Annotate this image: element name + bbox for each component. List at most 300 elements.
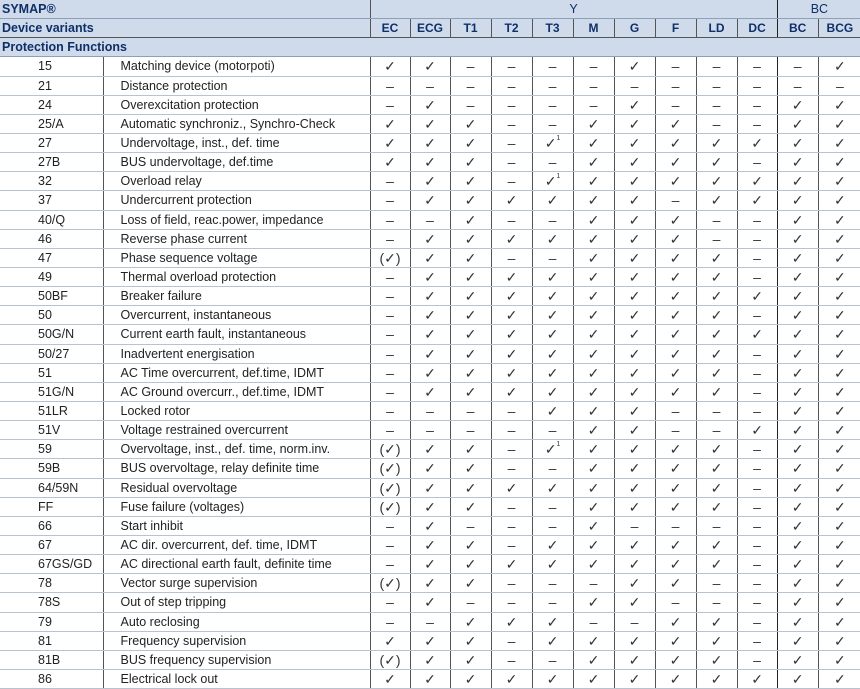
- variant-header-bc: BC: [777, 19, 818, 38]
- table-row: [0, 95, 860, 114]
- availability-cell: –: [370, 401, 410, 420]
- availability-cell: ✓: [655, 459, 696, 478]
- function-name: Automatic synchroniz., Synchro-Check: [103, 114, 370, 133]
- availability-cell: –: [491, 172, 532, 191]
- availability-cell: –: [737, 248, 777, 267]
- availability-cell: –: [532, 650, 573, 669]
- availability-cell: –: [655, 191, 696, 210]
- availability-cell: –: [655, 95, 696, 114]
- availability-cell: ✓$^1$: [532, 133, 573, 152]
- availability-cell: –: [491, 421, 532, 440]
- availability-cell: ✓: [573, 497, 614, 516]
- availability-cell: –: [737, 401, 777, 420]
- availability-cell: –: [737, 76, 777, 95]
- availability-cell: ✓: [573, 114, 614, 133]
- availability-cell: ✓: [818, 287, 860, 306]
- availability-cell: –: [491, 650, 532, 669]
- availability-cell: ✓: [532, 191, 573, 210]
- availability-cell: ✓: [777, 593, 818, 612]
- availability-cell: ✓: [696, 497, 737, 516]
- table-row: [0, 497, 860, 516]
- function-code: 59: [0, 440, 103, 459]
- table-row: [0, 650, 860, 669]
- function-code: 79: [0, 612, 103, 631]
- availability-cell: ✓: [777, 95, 818, 114]
- availability-cell: –: [818, 76, 860, 95]
- availability-cell: ✓: [450, 210, 491, 229]
- availability-cell: ✓: [818, 516, 860, 535]
- availability-cell: ✓: [696, 440, 737, 459]
- availability-cell: –: [737, 440, 777, 459]
- availability-cell: ✓: [614, 57, 655, 76]
- availability-cell: (✓): [370, 248, 410, 267]
- availability-cell: –: [573, 612, 614, 631]
- function-code: 81: [0, 631, 103, 650]
- availability-cell: ✓: [450, 612, 491, 631]
- availability-cell: ✓: [777, 363, 818, 382]
- availability-cell: ✓: [655, 574, 696, 593]
- availability-cell: ✓: [777, 153, 818, 172]
- availability-cell: –: [491, 153, 532, 172]
- availability-cell: ✓: [573, 153, 614, 172]
- availability-cell: ✓: [410, 555, 450, 574]
- table-row: [0, 401, 860, 420]
- availability-cell: ✓: [573, 421, 614, 440]
- availability-cell: (✓): [370, 497, 410, 516]
- function-code: 78S: [0, 593, 103, 612]
- availability-cell: –: [737, 574, 777, 593]
- table-row: [0, 382, 860, 401]
- table-row: [0, 344, 860, 363]
- availability-cell: –: [532, 248, 573, 267]
- function-code: 50/27: [0, 344, 103, 363]
- availability-cell: ✓: [696, 555, 737, 574]
- availability-cell: ✓: [655, 133, 696, 152]
- function-code: FF: [0, 497, 103, 516]
- availability-cell: ✓: [696, 650, 737, 669]
- availability-cell: –: [370, 172, 410, 191]
- function-code: 66: [0, 516, 103, 535]
- availability-cell: ✓: [614, 248, 655, 267]
- table-row: [0, 574, 860, 593]
- availability-cell: ✓: [818, 306, 860, 325]
- availability-cell: –: [696, 593, 737, 612]
- availability-cell: –: [532, 210, 573, 229]
- availability-cell: ✓: [655, 650, 696, 669]
- availability-cell: ✓: [532, 229, 573, 248]
- availability-cell: ✓: [573, 191, 614, 210]
- availability-cell: ✓: [532, 555, 573, 574]
- availability-cell: –: [410, 401, 450, 420]
- availability-cell: –: [410, 612, 450, 631]
- availability-cell: ✓: [696, 191, 737, 210]
- table-row: [0, 363, 860, 382]
- availability-cell: ✓: [818, 574, 860, 593]
- availability-cell: –: [370, 593, 410, 612]
- availability-cell: –: [532, 95, 573, 114]
- availability-cell: ✓: [614, 229, 655, 248]
- availability-cell: ✓: [614, 363, 655, 382]
- availability-cell: ✓: [777, 555, 818, 574]
- availability-cell: ✓: [532, 612, 573, 631]
- availability-cell: –: [370, 612, 410, 631]
- availability-cell: ✓: [450, 363, 491, 382]
- availability-cell: –: [491, 133, 532, 152]
- availability-cell: –: [370, 210, 410, 229]
- function-name: BUS overvoltage, relay definite time: [103, 459, 370, 478]
- availability-cell: ✓: [696, 306, 737, 325]
- table-row: [0, 516, 860, 535]
- availability-cell: ✓: [655, 631, 696, 650]
- availability-cell: ✓: [818, 191, 860, 210]
- availability-cell: –: [737, 459, 777, 478]
- availability-cell: ✓: [614, 267, 655, 286]
- function-code: 50BF: [0, 287, 103, 306]
- availability-cell: –: [696, 210, 737, 229]
- availability-cell: ✓: [410, 631, 450, 650]
- availability-cell: –: [491, 57, 532, 76]
- availability-cell: ✓: [655, 440, 696, 459]
- availability-cell: ✓: [696, 344, 737, 363]
- availability-cell: –: [696, 516, 737, 535]
- function-name: Auto reclosing: [103, 612, 370, 631]
- availability-cell: ✓: [614, 478, 655, 497]
- function-code: 86: [0, 669, 103, 688]
- availability-cell: –: [491, 459, 532, 478]
- availability-cell: –: [370, 421, 410, 440]
- availability-cell: –: [655, 516, 696, 535]
- availability-cell: –: [491, 401, 532, 420]
- availability-cell: –: [370, 325, 410, 344]
- table-row: [0, 153, 860, 172]
- availability-cell: ✓: [614, 172, 655, 191]
- variant-header-f: F: [655, 19, 696, 38]
- availability-cell: ✓: [491, 555, 532, 574]
- function-name: Breaker failure: [103, 287, 370, 306]
- availability-cell: ✓: [410, 440, 450, 459]
- availability-cell: ✓: [614, 497, 655, 516]
- availability-cell: –: [532, 593, 573, 612]
- availability-cell: –: [737, 267, 777, 286]
- availability-cell: ✓: [410, 57, 450, 76]
- availability-cell: –: [614, 76, 655, 95]
- availability-cell: ✓: [573, 344, 614, 363]
- availability-cell: ✓: [450, 535, 491, 554]
- table-row: [0, 76, 860, 95]
- availability-cell: ✓: [696, 669, 737, 688]
- availability-cell: ✓: [777, 669, 818, 688]
- variant-header-t3: T3: [532, 19, 573, 38]
- table-row: [0, 421, 860, 440]
- availability-cell: ✓: [777, 631, 818, 650]
- availability-cell: ✓: [450, 114, 491, 133]
- availability-cell: ✓: [370, 153, 410, 172]
- availability-cell: ✓: [614, 344, 655, 363]
- table-row: [0, 57, 860, 76]
- variant-header-bcg: BCG: [818, 19, 860, 38]
- function-code: 27B: [0, 153, 103, 172]
- availability-cell: ✓: [818, 133, 860, 152]
- function-code: 21: [0, 76, 103, 95]
- availability-cell: ✓: [696, 631, 737, 650]
- availability-cell: –: [573, 574, 614, 593]
- variant-header-t2: T2: [491, 19, 532, 38]
- availability-cell: ✓: [573, 248, 614, 267]
- availability-cell: ✓: [818, 229, 860, 248]
- availability-cell: (✓): [370, 650, 410, 669]
- function-code: 24: [0, 95, 103, 114]
- availability-cell: ✓: [818, 612, 860, 631]
- availability-cell: ✓: [573, 535, 614, 554]
- function-name: Current earth fault, instantaneous: [103, 325, 370, 344]
- availability-cell: –: [491, 574, 532, 593]
- availability-cell: (✓): [370, 574, 410, 593]
- device-variants-label: Device variants: [0, 19, 370, 38]
- availability-cell: (✓): [370, 478, 410, 497]
- function-name: BUS undervoltage, def.time: [103, 153, 370, 172]
- availability-cell: –: [573, 95, 614, 114]
- availability-cell: –: [370, 382, 410, 401]
- availability-cell: ✓: [777, 401, 818, 420]
- availability-cell: ✓: [491, 306, 532, 325]
- availability-cell: ✓: [737, 421, 777, 440]
- availability-cell: –: [370, 95, 410, 114]
- availability-cell: ✓: [777, 287, 818, 306]
- availability-cell: –: [737, 593, 777, 612]
- table-row: [0, 191, 860, 210]
- availability-cell: –: [450, 76, 491, 95]
- availability-cell: ✓: [655, 248, 696, 267]
- table-row: [0, 267, 860, 286]
- availability-cell: ✓: [450, 325, 491, 344]
- availability-cell: –: [655, 421, 696, 440]
- function-code: 40/Q: [0, 210, 103, 229]
- availability-cell: ✓: [777, 382, 818, 401]
- availability-cell: –: [655, 593, 696, 612]
- availability-cell: –: [450, 593, 491, 612]
- availability-cell: ✓: [818, 478, 860, 497]
- availability-cell: –: [696, 76, 737, 95]
- availability-cell: –: [491, 76, 532, 95]
- availability-cell: ✓: [777, 191, 818, 210]
- availability-cell: ✓: [450, 440, 491, 459]
- availability-cell: ✓: [573, 593, 614, 612]
- availability-cell: ✓: [777, 421, 818, 440]
- function-name: Overvoltage, inst., def. time, norm.inv.: [103, 440, 370, 459]
- function-name: Start inhibit: [103, 516, 370, 535]
- availability-cell: ✓: [818, 401, 860, 420]
- availability-cell: ✓: [410, 229, 450, 248]
- availability-cell: –: [532, 57, 573, 76]
- availability-cell: –: [696, 95, 737, 114]
- availability-cell: –: [532, 421, 573, 440]
- group-header-row: [0, 0, 860, 19]
- availability-cell: ✓: [450, 267, 491, 286]
- product-title: SYMAP®: [0, 0, 370, 19]
- availability-cell: –: [737, 153, 777, 172]
- availability-cell: –: [410, 210, 450, 229]
- variant-header-ld: LD: [696, 19, 737, 38]
- availability-cell: ✓: [655, 535, 696, 554]
- availability-cell: –: [737, 229, 777, 248]
- function-code: 37: [0, 191, 103, 210]
- availability-cell: ✓: [777, 133, 818, 152]
- availability-cell: –: [450, 57, 491, 76]
- function-name: Reverse phase current: [103, 229, 370, 248]
- availability-cell: ✓: [450, 382, 491, 401]
- availability-cell: ✓: [655, 555, 696, 574]
- availability-cell: ✓: [410, 650, 450, 669]
- availability-cell: ✓: [777, 574, 818, 593]
- availability-cell: ✓: [573, 267, 614, 286]
- availability-cell: ✓: [450, 133, 491, 152]
- availability-cell: ✓: [450, 478, 491, 497]
- table-row: [0, 612, 860, 631]
- availability-cell: –: [450, 421, 491, 440]
- function-name: Fuse failure (voltages): [103, 497, 370, 516]
- availability-cell: –: [532, 114, 573, 133]
- availability-cell: –: [737, 363, 777, 382]
- availability-cell: –: [737, 631, 777, 650]
- availability-cell: ✓: [410, 267, 450, 286]
- availability-cell: –: [737, 612, 777, 631]
- availability-cell: ✓: [655, 172, 696, 191]
- availability-cell: –: [532, 574, 573, 593]
- table-row: [0, 478, 860, 497]
- availability-cell: ✓: [491, 478, 532, 497]
- availability-cell: –: [410, 421, 450, 440]
- availability-cell: –: [491, 210, 532, 229]
- availability-cell: ✓: [491, 669, 532, 688]
- availability-cell: ✓: [532, 287, 573, 306]
- function-code: 51LR: [0, 401, 103, 420]
- availability-cell: –: [370, 306, 410, 325]
- availability-cell: ✓: [532, 344, 573, 363]
- availability-cell: ✓: [696, 172, 737, 191]
- availability-cell: ✓: [696, 363, 737, 382]
- availability-cell: ✓: [370, 133, 410, 152]
- availability-cell: ✓: [614, 574, 655, 593]
- function-name: Loss of field, reac.power, impedance: [103, 210, 370, 229]
- availability-cell: ✓: [532, 631, 573, 650]
- function-code: 50G/N: [0, 325, 103, 344]
- availability-cell: ✓: [614, 382, 655, 401]
- variant-header-ecg: ECG: [410, 19, 450, 38]
- availability-cell: ✓: [818, 210, 860, 229]
- function-name: AC dir. overcurrent, def. time, IDMT: [103, 535, 370, 554]
- availability-cell: ✓: [410, 306, 450, 325]
- availability-cell: ✓: [655, 497, 696, 516]
- function-name: Matching device (motorpoti): [103, 57, 370, 76]
- availability-cell: ✓: [450, 631, 491, 650]
- availability-cell: ✓: [491, 382, 532, 401]
- availability-cell: ✓: [655, 229, 696, 248]
- availability-cell: ✓: [491, 229, 532, 248]
- availability-cell: ✓: [410, 114, 450, 133]
- availability-cell: –: [655, 57, 696, 76]
- availability-cell: ✓: [410, 459, 450, 478]
- availability-cell: ✓: [777, 440, 818, 459]
- section-header-row: [0, 38, 860, 57]
- availability-cell: ✓: [614, 287, 655, 306]
- availability-cell: ✓: [655, 153, 696, 172]
- function-name: Phase sequence voltage: [103, 248, 370, 267]
- function-name: Vector surge supervision: [103, 574, 370, 593]
- availability-cell: –: [573, 57, 614, 76]
- availability-cell: ✓: [777, 612, 818, 631]
- availability-cell: ✓: [818, 344, 860, 363]
- availability-cell: –: [614, 516, 655, 535]
- availability-cell: ✓: [573, 440, 614, 459]
- availability-cell: ✓: [410, 478, 450, 497]
- function-code: 81B: [0, 650, 103, 669]
- availability-cell: ✓: [818, 535, 860, 554]
- function-code: 50: [0, 306, 103, 325]
- availability-cell: –: [370, 363, 410, 382]
- availability-cell: ✓: [655, 210, 696, 229]
- availability-cell: ✓: [450, 229, 491, 248]
- function-code: 15: [0, 57, 103, 76]
- availability-cell: –: [450, 95, 491, 114]
- availability-cell: –: [491, 497, 532, 516]
- availability-cell: –: [450, 401, 491, 420]
- function-code: 51G/N: [0, 382, 103, 401]
- availability-cell: ✓: [410, 248, 450, 267]
- availability-cell: ✓: [655, 363, 696, 382]
- availability-cell: ✓: [777, 172, 818, 191]
- availability-cell: –: [491, 593, 532, 612]
- availability-cell: ✓: [573, 210, 614, 229]
- availability-cell: –: [696, 401, 737, 420]
- availability-cell: ✓: [655, 344, 696, 363]
- availability-cell: –: [370, 267, 410, 286]
- function-code: 46: [0, 229, 103, 248]
- footnote-marker: 1: [556, 441, 561, 449]
- availability-cell: –: [491, 631, 532, 650]
- availability-cell: ✓: [410, 535, 450, 554]
- availability-cell: –: [491, 95, 532, 114]
- availability-cell: –: [532, 497, 573, 516]
- availability-cell: ✓: [614, 650, 655, 669]
- variant-header-t1: T1: [450, 19, 491, 38]
- availability-cell: –: [491, 535, 532, 554]
- footnote-marker: 1: [556, 173, 561, 181]
- availability-cell: ✓: [614, 210, 655, 229]
- availability-cell: ✓: [614, 401, 655, 420]
- function-name: Voltage restrained overcurrent: [103, 421, 370, 440]
- availability-cell: ✓: [777, 516, 818, 535]
- availability-cell: ✓: [777, 325, 818, 344]
- availability-cell: ✓: [410, 133, 450, 152]
- availability-cell: ✓: [573, 325, 614, 344]
- availability-cell: ✓: [614, 325, 655, 344]
- availability-cell: –: [737, 210, 777, 229]
- availability-cell: ✓: [450, 459, 491, 478]
- availability-cell: ✓: [573, 650, 614, 669]
- availability-cell: –: [737, 57, 777, 76]
- availability-cell: –: [532, 153, 573, 172]
- availability-cell: –: [370, 516, 410, 535]
- availability-cell: –: [655, 401, 696, 420]
- function-name: Overcurrent, instantaneous: [103, 306, 370, 325]
- availability-cell: –: [777, 76, 818, 95]
- table-row: [0, 114, 860, 133]
- availability-cell: –: [410, 76, 450, 95]
- availability-cell: ✓: [573, 459, 614, 478]
- availability-cell: –: [696, 57, 737, 76]
- availability-cell: –: [532, 459, 573, 478]
- availability-cell: ✓: [614, 631, 655, 650]
